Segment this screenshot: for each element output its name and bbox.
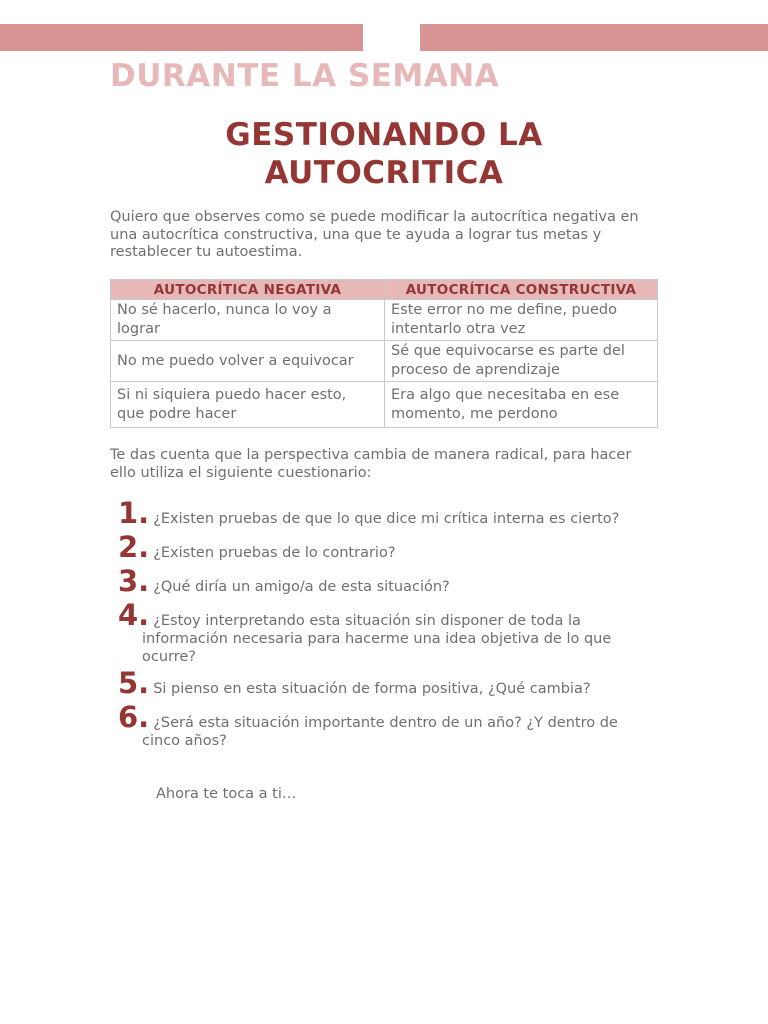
question-item [118, 532, 658, 562]
constructive-cell: Este error no me define, puedo intentarlo otra vez [385, 300, 658, 341]
question-text-continued: cinco años? [142, 733, 227, 749]
question-text: ¿Estoy interpretando esta situación sin disponer de toda la [153, 613, 581, 629]
question-number: 5. [118, 666, 150, 700]
question-number: 1. [118, 496, 150, 530]
constructive-cell: Sé que equivocarse es parte del proceso de aprendizaje [385, 341, 658, 382]
top-accent-bar-right [420, 24, 768, 51]
section-heading: DURANTE LA SEMANA [110, 58, 500, 94]
column-header-negative: AUTOCRÍTICA NEGATIVA [111, 280, 385, 300]
table-row [111, 300, 658, 341]
question-text: Si pienso en esta situación de forma positiva, ¿Qué cambia? [153, 681, 591, 697]
closing-text: Ahora te toca a ti… [156, 786, 297, 802]
intro-paragraph: Quiero que observes como se puede modificar la autocrítica negativa en una autocrítica constructiva, una que te ayuda a lograr tus metas y restablecer tu autoestima. [110, 209, 639, 260]
question-number: 6. [118, 700, 150, 734]
table-row [111, 341, 658, 382]
question-text: ¿Existen pruebas de que lo que dice mi crítica interna es cierto? [153, 511, 620, 527]
transition-paragraph: Te das cuenta que la perspectiva cambia de manera radical, para hacer ello utiliza el siguiente cuestionario: [110, 447, 632, 481]
table-row [111, 382, 658, 428]
top-accent-bar-left [0, 24, 363, 51]
question-item [118, 498, 658, 528]
page-title-line-2: AUTOCRITICA [264, 155, 504, 191]
comparison-table [110, 279, 658, 428]
question-text: ¿Existen pruebas de lo contrario? [153, 545, 396, 561]
page-title-line-1: GESTIONANDO LA [225, 117, 543, 153]
question-item [118, 668, 658, 698]
question-text: ¿Será esta situación importante dentro de un año? ¿Y dentro de [153, 715, 618, 731]
question-number: 3. [118, 564, 150, 598]
negative-cell: No me puedo volver a equivocar [111, 341, 385, 382]
question-item [118, 566, 658, 596]
column-header-constructive: AUTOCRÍTICA CONSTRUCTIVA [385, 280, 658, 300]
question-item [118, 702, 658, 750]
question-text: ¿Qué diría un amigo/a de esta situación? [153, 579, 450, 595]
negative-cell: Si ni siquiera puedo hacer esto, que podre hacer [111, 382, 385, 428]
question-text-continued: información necesaria para hacerme una idea objetiva de lo que ocurre? [142, 631, 612, 665]
negative-cell: No sé hacerlo, nunca lo voy a lograr [111, 300, 385, 341]
question-number: 4. [118, 598, 150, 632]
question-number: 2. [118, 530, 150, 564]
page-title [0, 116, 768, 192]
constructive-cell: Era algo que necesitaba en ese momento, me perdono [385, 382, 658, 428]
table-header-row [111, 280, 658, 300]
question-item [118, 600, 658, 666]
